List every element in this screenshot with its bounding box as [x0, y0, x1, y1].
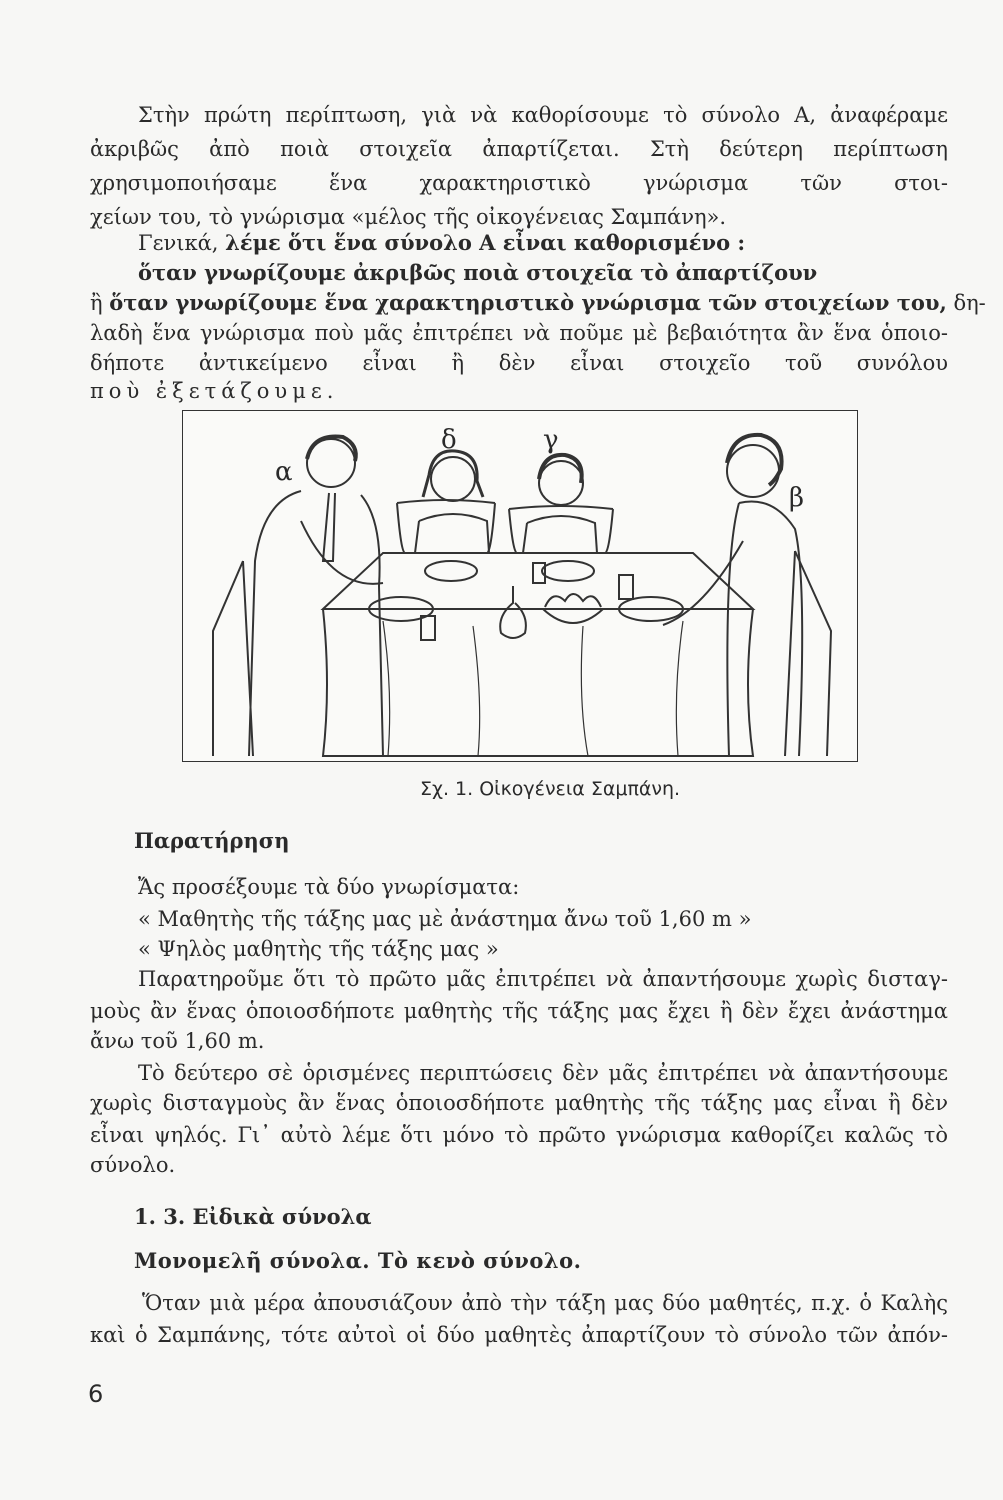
- father-arm: [301, 521, 383, 584]
- figure-caption: Σχ. 1. Οἰκογένεια Σαμπάνη.: [420, 778, 681, 800]
- para1-line2: ἀκριβῶς ἀπὸ ποιὰ στοιχεῖα ἀπαρτίζεται. Στὴ δεύτερη περίπτωση: [90, 137, 948, 161]
- para2-line6: ποὺ ἐξετάζουμε.: [90, 379, 339, 403]
- mother-chair: [785, 551, 831, 756]
- carafe: [500, 586, 526, 638]
- label-gamma: γ: [543, 425, 559, 455]
- section-title: 1. 3. Εἰδικὰ σύνολα: [134, 1204, 372, 1229]
- tablecloth: [323, 609, 753, 756]
- label-delta: δ: [441, 425, 457, 455]
- para2-line5: δήποτε ἀντικείμενο εἶναι ἢ δὲν εἶναι στοιχεῖο τοῦ συνόλου: [90, 351, 948, 375]
- para2-line1-lead: Γενικά,: [138, 231, 226, 255]
- observation-line7: Τὸ δεύτερο σὲ ὁρισμένες περιπτώσεις δὲν μᾶς ἐπιτρέπει νὰ ἀπαντήσουμε: [138, 1061, 948, 1085]
- observation-line9: εἶναι ψηλός. Γι᾿ αὐτὸ λέμε ὅτι μόνο τὸ πρῶτο γνώρισμα καθορίζει καλῶς τὸ: [90, 1123, 948, 1147]
- para2-line3-lead: ἢ: [90, 291, 110, 315]
- observation-line1: Ἄς προσέξουμε τὰ δύο γνωρίσματα:: [138, 875, 520, 899]
- observation-line6: ἄνω τοῦ 1,60 m.: [90, 1029, 265, 1053]
- mother-hair: [727, 435, 782, 485]
- father-body: [249, 491, 383, 756]
- father-chair: [213, 561, 253, 756]
- para2-line1-bold: λέμε ὅτι ἕνα σύνολο Α εἶναι καθορισμένο :: [225, 230, 746, 255]
- family-dinner-illustration: [182, 410, 858, 762]
- para1-line3: χρησιμοποιήσαμε ἕνα χαρακτηριστικὸ γνώρισμα τῶν στοι-: [90, 171, 948, 195]
- mother-head: [727, 445, 779, 497]
- plate-back-left: [425, 561, 477, 581]
- section-line1: Ὅταν μιὰ μέρα ἀπουσιάζουν ἀπὸ τὴν τάξη μας δύο μαθητές, π.χ. ὁ Καλὴς: [142, 1291, 948, 1315]
- father-tie: [323, 493, 335, 561]
- label-alpha: α: [275, 457, 293, 487]
- para2-line4: λαδὴ ἕνα γνώρισμα ποὺ μᾶς ἐπιτρέπει νὰ ποῦμε μὲ βεβαιότητα ἂν ἕνα ὁποιο-: [90, 321, 948, 345]
- observation-line10: σύνολο.: [90, 1153, 176, 1177]
- observation-title: Παρατήρηση: [134, 828, 290, 853]
- label-beta: β: [789, 483, 805, 513]
- girl-head: [431, 457, 475, 501]
- boy-head: [539, 461, 583, 505]
- section-subtitle: Μονομελῆ σύνολα. Τὸ κενὸ σύνολο.: [134, 1248, 582, 1273]
- girl-body: [415, 514, 489, 553]
- observation-line3: « Ψηλὸς μαθητὴς τῆς τάξης μας »: [138, 937, 499, 961]
- father-hair: [307, 436, 356, 461]
- para2-line3-bold: ὅταν γνωρίζουμε ἕνα χαρακτηριστικὸ γνώρισμα τῶν στοιχείων του,: [109, 290, 947, 315]
- para2-line3: [90, 288, 986, 318]
- para2-line1: [90, 228, 948, 258]
- bread-basket: [543, 609, 603, 623]
- observation-line2: « Μαθητὴς τῆς τάξης μας μὲ ἀνάστημα ἄνω τοῦ 1,60 m »: [138, 907, 752, 931]
- girl-chair: [397, 500, 495, 553]
- para2-line3-tail: δη-: [946, 291, 986, 315]
- para1-line1: Στὴν πρώτη περίπτωση, γιὰ νὰ καθορίσουμε τὸ σύνολο Α, ἀναφέραμε: [138, 103, 948, 127]
- page-number: 6: [88, 1380, 104, 1408]
- section-line2: καὶ ὁ Σαμπάνης, τότε αὐτοὶ οἱ δύο μαθητὲς ἀπαρτίζουν τὸ σύνολο τῶν ἀπόν-: [90, 1323, 948, 1347]
- glass-right: [619, 575, 633, 599]
- plate-back-right: [542, 561, 594, 581]
- glass-left: [421, 616, 435, 640]
- observation-line4: Παρατηροῦμε ὅτι τὸ πρῶτο μᾶς ἐπιτρέπει νὰ ἀπαντήσουμε χωρὶς δισταγ-: [138, 967, 948, 991]
- para2-line2: ὅταν γνωρίζουμε ἀκριβῶς ποιὰ στοιχεῖα τὸ ἀπαρτίζουν: [138, 260, 818, 285]
- tablecloth-folds: [383, 621, 683, 756]
- boy-body: [523, 516, 597, 553]
- observation-line5: μοὺς ἂν ἕνας ὁποιοσδήποτε μαθητὴς τῆς τάξης μας ἔχει ἢ δὲν ἔχει ἀνάστημα: [90, 999, 948, 1023]
- observation-line8: χωρὶς δισταγμοὺς ἂν ἕνας ὁποιοσδήποτε μαθητὴς τῆς τάξης μας εἶναι ἢ δὲν: [90, 1091, 948, 1115]
- para1-line4: χείων του, τὸ γνώρισμα «μέλος τῆς οἰκογένειας Σαμπάνη».: [90, 205, 727, 229]
- table-top: [323, 553, 753, 609]
- bread-rolls: [545, 594, 601, 607]
